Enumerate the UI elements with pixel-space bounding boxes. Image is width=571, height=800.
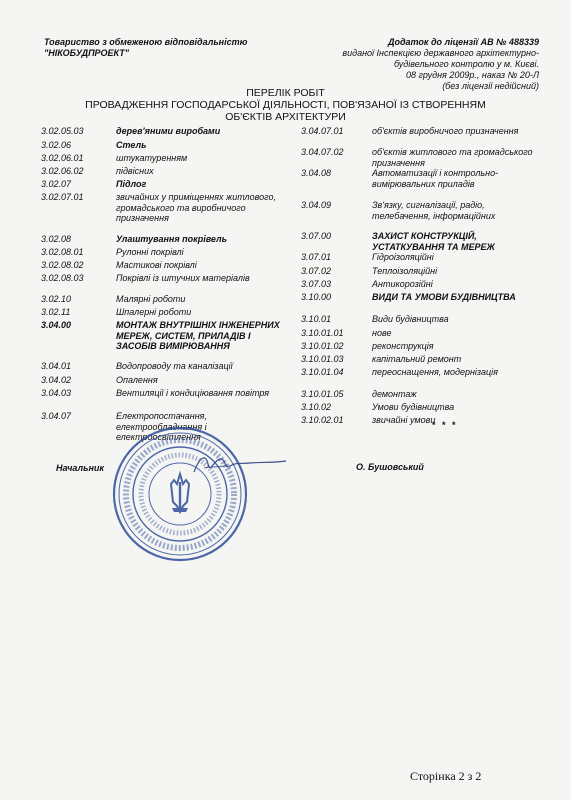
official-stamp <box>110 424 250 564</box>
item-name: Теплоізоляційні <box>372 266 438 276</box>
item-code: 3.04.00 <box>41 320 72 330</box>
company-line-2: "НІКОБУДПРОЕКТ" <box>44 48 129 58</box>
item-name: Стель <box>116 140 147 150</box>
handwritten-signature <box>190 450 290 480</box>
page-subtitle-2: ОБ'ЄКТІВ АРХІТЕКТУРИ <box>225 111 346 123</box>
page-number: Сторінка 2 з 2 <box>410 769 482 783</box>
signatory-name: О. Бушовський <box>356 462 424 472</box>
trident-emblem <box>171 474 189 512</box>
item-name: дерев'яними виробами <box>116 126 221 136</box>
company-name <box>44 37 247 59</box>
page-subtitle: ПРОВАДЖЕННЯ ГОСПОДАРСЬКОЇ ДІЯЛЬНОСТІ, ПОВ'ЯЗАНОЇ ІЗ СТВОРЕННЯМ <box>85 99 486 111</box>
item-code: 3.10.01.01 <box>301 328 344 338</box>
item-code: 3.02.06.01 <box>41 153 84 163</box>
item-name: Гідроізоляційні <box>372 252 434 262</box>
item-code: 3.04.07.01 <box>301 126 344 136</box>
item-code: 3.04.02 <box>41 375 72 385</box>
item-name: Автоматизації і контрольно-вимірювальних приладів <box>372 168 499 189</box>
item-name: МОНТАЖ ВНУТРІШНІХ ІНЖЕНЕРНИХ МЕРЕЖ, СИСТЕМ, ПРИЛАДІВ І ЗАСОБІВ ВИМІРЮВАННЯ <box>116 320 280 351</box>
item-name: Умови будівництва <box>372 402 455 412</box>
item-name: Антикорозійні <box>372 279 433 289</box>
item-name: підвісних <box>116 166 154 176</box>
signatory-position: Начальник <box>56 463 104 473</box>
item-code: 3.02.10 <box>41 294 72 304</box>
item-code: 3.04.07.02 <box>301 147 344 157</box>
item-name: Улаштування покрівель <box>116 234 227 244</box>
item-name: об'єктів виробничого призначення <box>372 126 519 136</box>
item-name: ВИДИ ТА УМОВИ БУДІВНИЦТВА <box>372 292 516 302</box>
item-name: ЗАХИСТ КОНСТРУКЦІЙ, УСТАТКУВАННЯ ТА МЕРЕЖ <box>372 231 495 252</box>
item-code: 3.07.00 <box>301 231 332 241</box>
item-code: 3.02.07 <box>41 179 72 189</box>
license-line-4: 08 грудня 2009р., наказ № 20-Л <box>405 70 539 80</box>
item-code: 3.10.01.04 <box>301 367 344 377</box>
item-name: Опалення <box>116 375 158 385</box>
item-name: Підлог <box>116 179 147 189</box>
item-name: Шпалерні роботи <box>116 307 192 317</box>
item-name: Малярні роботи <box>116 294 186 304</box>
license-line-2: виданої Інспекцією державного архітектурно- <box>342 48 539 58</box>
item-code: 3.02.07.01 <box>41 192 84 202</box>
item-code: 3.02.06 <box>41 140 72 150</box>
item-code: 3.10.01.02 <box>301 341 344 351</box>
item-name: Зв'язку, сигналізації, радіо, телебачення, інформаційних <box>372 200 496 221</box>
item-code: 3.10.01.05 <box>301 389 344 399</box>
item-code: 3.10.02.01 <box>301 415 344 425</box>
item-code: 3.07.01 <box>301 252 332 262</box>
item-name: Види будівництва <box>372 314 449 324</box>
item-code: 3.10.01 <box>301 314 332 324</box>
item-name: Електропостачання, електрообладнання і електроосвітлення <box>116 411 207 442</box>
item-code: 3.10.01.03 <box>301 354 344 364</box>
item-name: штукатуренням <box>116 153 188 163</box>
item-name: реконструкція <box>372 341 434 351</box>
license-line-5: (без ліцензії недійсний) <box>442 81 539 91</box>
item-code: 3.02.08.02 <box>41 260 84 270</box>
item-name: звичайних у приміщеннях житлового, громадського та виробничого призначення <box>116 192 276 223</box>
license-annex-note <box>339 37 539 92</box>
item-name: Мастикові покрівлі <box>116 260 197 270</box>
item-code: 3.02.08 <box>41 234 72 244</box>
item-code: 3.10.00 <box>301 292 332 302</box>
item-name: демонтаж <box>372 389 417 399</box>
item-name: об'єктів житлового та громадського призначення <box>372 147 533 168</box>
item-name: Водопроводу та каналізації <box>116 361 233 371</box>
item-code: 3.04.07 <box>41 411 72 421</box>
company-line-1: Товариство з обмеженою відповідальністю <box>44 37 248 47</box>
item-name: капітальний ремонт <box>372 354 462 364</box>
item-code: 3.10.02 <box>301 402 332 412</box>
item-code: 3.02.08.03 <box>41 273 84 283</box>
item-code: 3.02.08.01 <box>41 247 84 257</box>
item-code: 3.02.11 <box>41 307 71 317</box>
item-code: 3.02.05.03 <box>41 126 84 136</box>
item-code: 3.07.02 <box>301 266 332 276</box>
item-code: 3.02.06.02 <box>41 166 84 176</box>
page-title: ПЕРЕЛІК РОБІТ <box>246 87 325 99</box>
item-code: 3.04.08 <box>301 168 332 178</box>
item-name: Рулонні покрівлі <box>116 247 184 257</box>
item-name: переоснащення, модернізація <box>372 367 498 377</box>
item-name: звичайні умови <box>372 415 436 425</box>
item-name: Покрівлі із штучних матеріалів <box>116 273 250 283</box>
item-code: 3.04.09 <box>301 200 332 210</box>
item-name: Вентиляції і кондиціювання повітря <box>116 388 270 398</box>
item-code: 3.07.03 <box>301 279 332 289</box>
item-code: 3.04.03 <box>41 388 72 398</box>
license-line-3: будівельного контролю у м. Києві. <box>393 59 539 69</box>
item-name: нове <box>372 328 392 338</box>
license-line-1: Додаток до ліцензії АВ № 488339 <box>387 37 539 47</box>
item-code: 3.04.01 <box>41 361 72 371</box>
end-marker: * * * <box>432 420 458 430</box>
